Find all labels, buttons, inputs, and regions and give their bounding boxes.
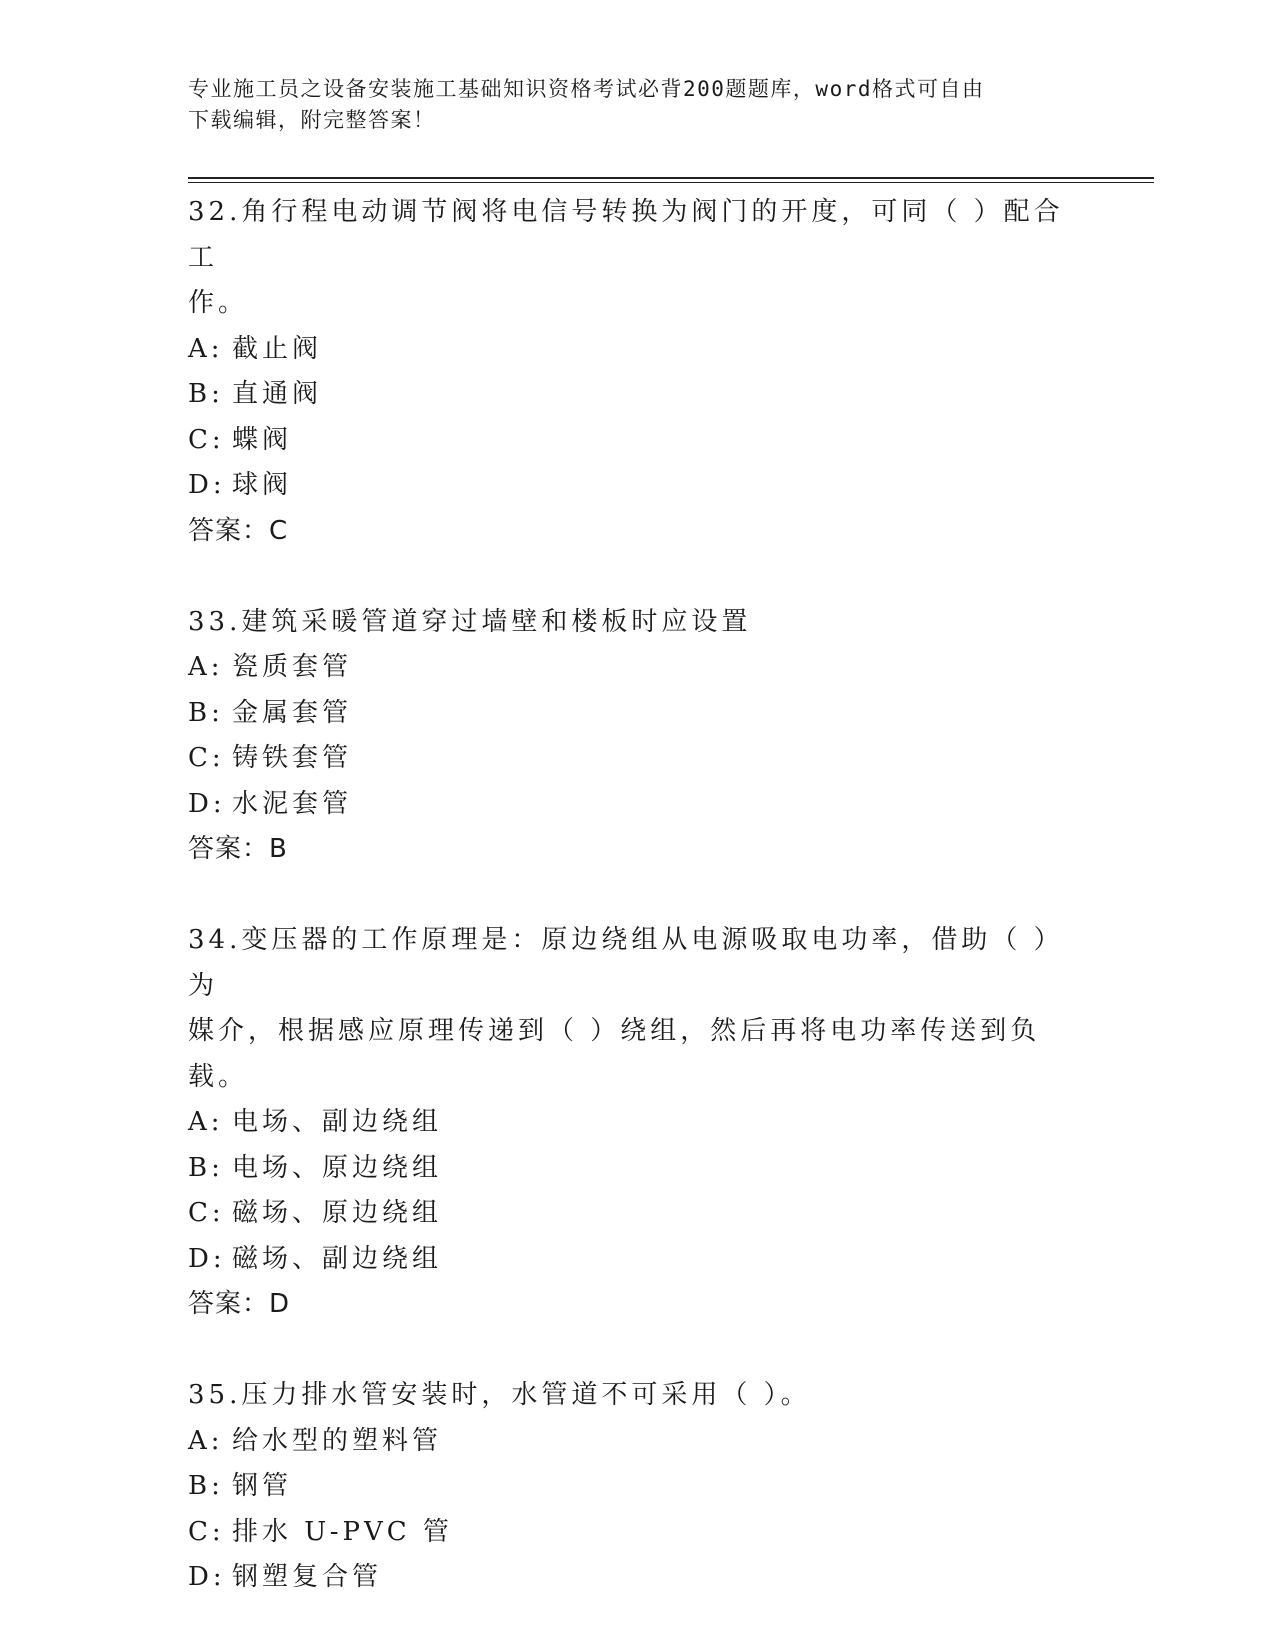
option-d [188, 1555, 1068, 1601]
option-d [188, 1237, 1068, 1283]
option-letter: A: [188, 1107, 224, 1137]
header-divider-thin [188, 182, 1154, 183]
option-text: 蝶阀 [232, 424, 293, 455]
question-34 [188, 918, 1068, 1328]
option-d [188, 463, 1068, 509]
option-letter: D: [188, 1243, 226, 1274]
option-letter: B: [188, 379, 224, 409]
option-letter: C: [188, 1198, 225, 1228]
answer-line: 答案：C [188, 515, 289, 546]
option-text: 钢塑复合管 [232, 1562, 383, 1592]
option-text: 电场、副边绕组 [232, 1107, 443, 1137]
option-letter: B: [188, 697, 224, 728]
question-33 [188, 600, 1068, 873]
option-text: 电场、原边绕组 [232, 1152, 443, 1183]
question-35 [188, 1373, 1068, 1601]
option-text: 瓷质套管 [232, 652, 353, 682]
option-text: 钢管 [232, 1471, 293, 1501]
option-letter: B: [188, 1471, 224, 1501]
question-stem: 33.建筑采暖管道穿过墙壁和楼板时应设置 [188, 606, 752, 637]
option-c [188, 1510, 1068, 1556]
option-letter: D: [188, 1562, 226, 1592]
option-letter: A: [188, 333, 224, 364]
header-line-2: 下载编辑，附完整答案！ [188, 108, 436, 132]
option-letter: C: [188, 1516, 225, 1547]
option-text: 给水型的塑料管 [232, 1425, 443, 1456]
option-letter: A: [188, 1425, 224, 1456]
option-b [188, 1464, 1068, 1510]
header-line-1: 专业施工员之设备安装施工基础知识资格考试必背200题题库，word格式可自由 [188, 77, 985, 101]
answer-line: 答案：B [188, 834, 288, 864]
question-stem-continued: 媒介，根据感应原理传递到（ ）绕组，然后再将电功率传送到负载。 [188, 1016, 1041, 1092]
option-letter: A: [188, 652, 224, 682]
option-c [188, 736, 1068, 782]
question-stem: 32.角行程电动调节阀将电信号转换为阀门的开度，可同（ ）配合工 [188, 197, 1064, 273]
question-32 [188, 190, 1068, 554]
option-b [188, 1146, 1068, 1192]
option-a [188, 645, 1068, 691]
document-header [188, 74, 1068, 136]
question-list [188, 190, 1068, 1646]
option-text: 水泥套管 [232, 788, 353, 819]
question-stem: 35.压力排水管安装时，水管道不可采用（ ）。 [188, 1380, 811, 1410]
option-letter: B: [188, 1152, 224, 1183]
option-text: 截止阀 [232, 333, 323, 364]
option-a [188, 1419, 1068, 1465]
option-a [188, 327, 1068, 373]
option-a [188, 1100, 1068, 1146]
question-stem: 34.变压器的工作原理是：原边绕组从电源吸取电功率，借助（ ）为 [188, 925, 1064, 1001]
header-divider-thick [188, 177, 1154, 179]
option-c [188, 1191, 1068, 1237]
option-b [188, 372, 1068, 418]
option-text: 磁场、副边绕组 [232, 1243, 443, 1274]
option-letter: D: [188, 788, 226, 819]
option-text: 直通阀 [232, 379, 323, 409]
option-letter: D: [188, 470, 226, 500]
option-c [188, 418, 1068, 464]
option-text: 球阀 [232, 470, 293, 500]
option-b [188, 691, 1068, 737]
option-text: 铸铁套管 [232, 743, 353, 773]
answer-line: 答案：D [188, 1289, 291, 1319]
option-text: 排水 U-PVC 管 [232, 1516, 453, 1547]
option-text: 磁场、原边绕组 [232, 1198, 443, 1228]
option-d [188, 782, 1068, 828]
question-stem-continued: 作。 [188, 288, 249, 318]
option-letter: C: [188, 743, 225, 773]
option-letter: C: [188, 424, 225, 455]
option-text: 金属套管 [232, 697, 353, 728]
